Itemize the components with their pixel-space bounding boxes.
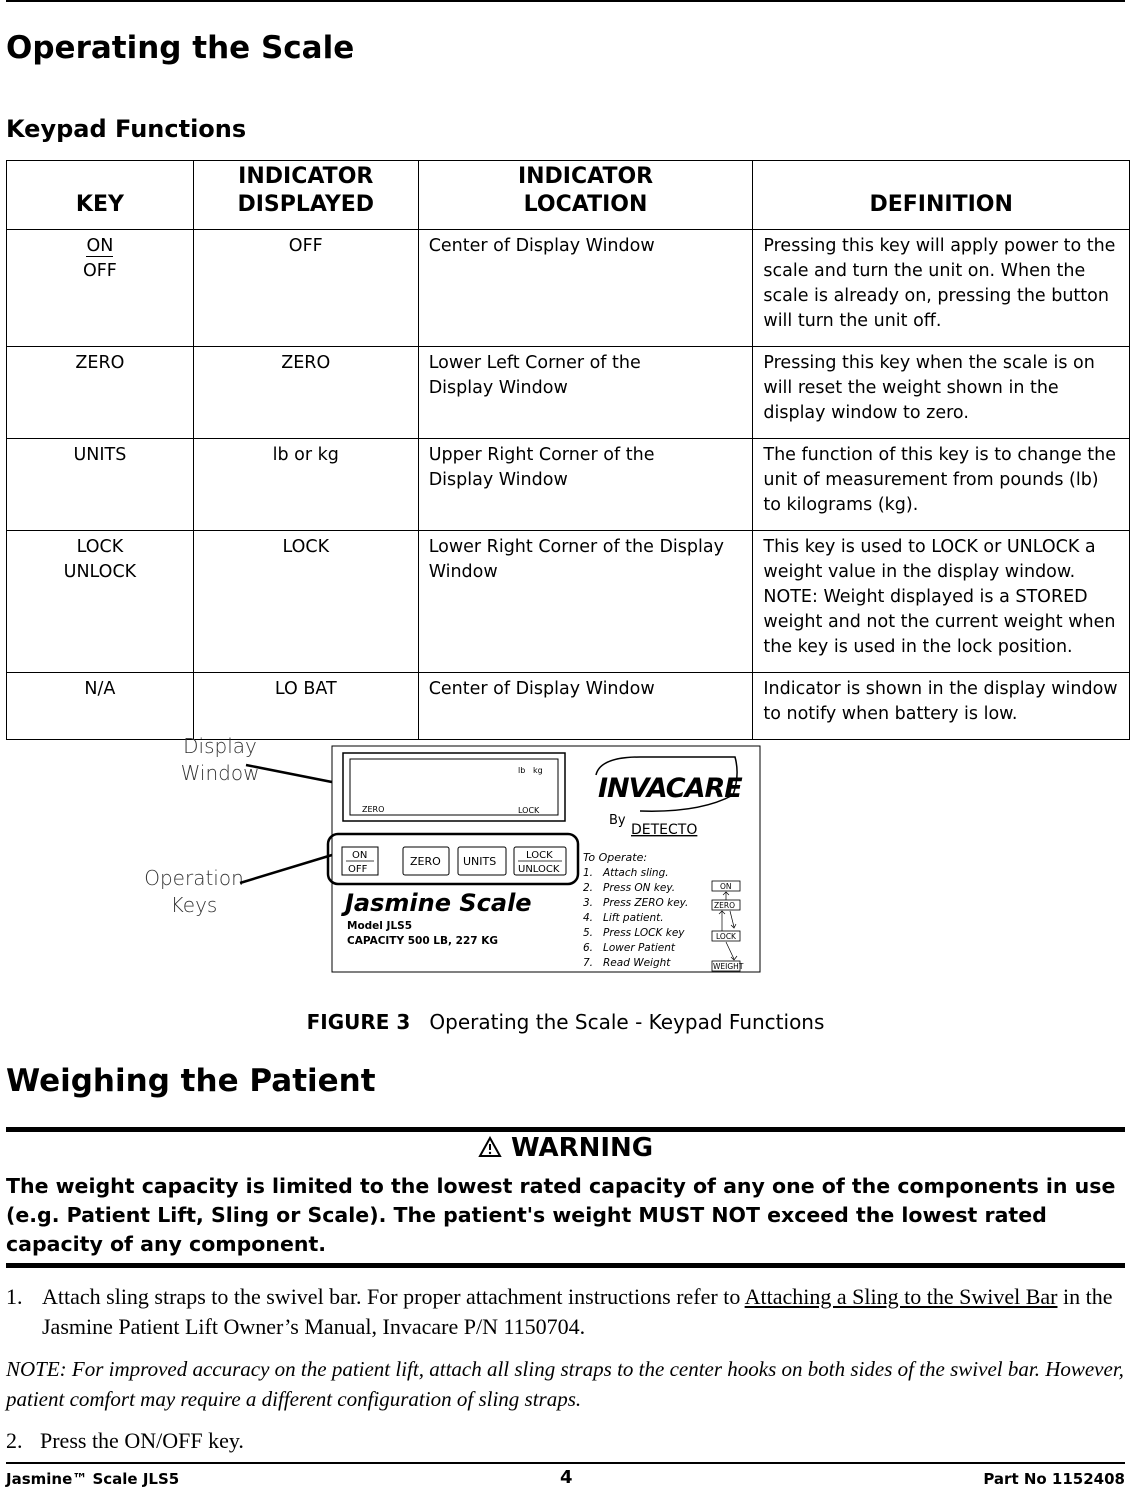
cell-location: Lower Right Corner of the Display Window	[418, 531, 753, 673]
svg-text:4.: 4.	[583, 912, 594, 924]
capacity-text: CAPACITY 500 LB, 227 KG	[347, 935, 498, 947]
table-row	[7, 439, 1130, 531]
display-lb: lb	[518, 766, 526, 775]
warning-top-rule	[6, 1127, 1125, 1132]
cell-definition: Pressing this key when the scale is on will reset the weight shown in the display window to zero.	[753, 347, 1130, 439]
step-1-tail: in the Jasmine Patient Lift Owner’s Manual, Invacare P/N 1150704.	[42, 1284, 1113, 1339]
cell-key: UNITS	[7, 439, 194, 531]
operate-step: Press ON key.	[603, 882, 676, 894]
cell-indicator: LO BAT	[193, 673, 418, 740]
svg-text:2.: 2.	[583, 882, 594, 894]
callout-line-keys	[240, 855, 332, 883]
step-2	[6, 1426, 244, 1456]
step-1	[6, 1282, 1124, 1342]
display-zero: ZERO	[362, 805, 385, 814]
flow-on: ON	[720, 882, 732, 891]
callout-operation-keys: Operation Keys	[144, 866, 244, 917]
cell-definition: The function of this key is to change the unit of measurement from pounds (lb) to kilograms (kg).	[753, 439, 1130, 531]
step-1-number: 1.	[6, 1284, 23, 1309]
cell-key: LOCK UNLOCK	[7, 531, 194, 673]
table-row	[7, 531, 1130, 673]
cell-location: Center of Display Window	[418, 673, 753, 740]
flow-zero: ZERO	[714, 901, 735, 910]
header-key: KEY	[7, 161, 194, 230]
cell-definition: Pressing this key will apply power to the scale and turn the unit on. When the scale is already on, pressing the button will turn the unit off.	[753, 230, 1130, 347]
figure-caption: FIGURE 3 Operating the Scale - Keypad Functions	[306, 1010, 825, 1034]
svg-text:7.: 7.	[583, 957, 594, 969]
warning-heading: WARNING	[0, 1133, 1131, 1163]
cell-location: Upper Right Corner of the Display Window	[418, 439, 753, 531]
note-text: NOTE: For improved accuracy on the patient lift, attach all sling straps to the center hooks on both sides of the swivel bar. However, patient comfort may require a different configuration of sling straps.	[6, 1357, 1124, 1411]
invacare-logo: INVACARE	[598, 773, 742, 804]
units-key-label: UNITS	[463, 855, 497, 868]
svg-text:3.: 3.	[583, 897, 594, 909]
footer-left: Jasmine™ Scale JLS5	[6, 1470, 180, 1488]
cell-key: ZERO	[7, 347, 194, 439]
flow-lock: LOCK	[716, 932, 736, 941]
scale-panel-figure	[0, 735, 1131, 985]
on-key-label: ON	[352, 850, 368, 861]
footer-page-number: 4	[560, 1467, 573, 1488]
display-kg: kg	[533, 766, 543, 775]
operate-step: Attach sling.	[603, 867, 669, 879]
section-heading-weighing: Weighing the Patient	[6, 1063, 376, 1099]
operate-step: Press LOCK key	[603, 927, 685, 939]
page-title: Operating the Scale	[6, 30, 355, 66]
cell-indicator: OFF	[193, 230, 418, 347]
table-row	[7, 230, 1130, 347]
step-2-text: Press the ON/OFF key.	[40, 1428, 244, 1453]
by-text: By	[609, 813, 626, 828]
table-row	[7, 347, 1130, 439]
unlock-key-label: UNLOCK	[518, 864, 560, 875]
product-name: Jasmine Scale	[345, 889, 532, 917]
cell-definition: This key is used to LOCK or UNLOCK a weight value in the display window. NOTE: Weight displayed is a STORED weight and not the current weight when the key is used in the lock position.	[753, 531, 1130, 673]
cell-location: Center of Display Window	[418, 230, 753, 347]
callout-display-window: Display Window	[180, 734, 260, 785]
header-indicator-displayed: INDICATOR DISPLAYED	[193, 161, 418, 230]
step-2-number: 2.	[6, 1428, 23, 1453]
table-row	[7, 673, 1130, 740]
header-definition: DEFINITION	[753, 161, 1130, 230]
operate-step: Press ZERO key.	[603, 897, 689, 909]
header-indicator-location: INDICATOR LOCATION	[418, 161, 753, 230]
footer-right: Part No 1152408	[983, 1470, 1125, 1488]
top-rule	[6, 0, 1125, 2]
off-key-label: OFF	[348, 864, 368, 875]
flow-weight: WEIGHT	[713, 962, 744, 971]
detecto-logo: DETECTO	[631, 822, 698, 838]
zero-key-label: ZERO	[410, 855, 441, 868]
cell-indicator: ZERO	[193, 347, 418, 439]
attaching-sling-link[interactable]: Attaching a Sling to the Swivel Bar	[744, 1284, 1058, 1309]
warning-text: The weight capacity is limited to the lowest rated capacity of any one of the components in use (e.g. Patient Lift, Sling or Scale). The patient's weight MUST NOT exceed the lowest rated capacity of any component.	[6, 1174, 1116, 1256]
operate-step: Read Weight	[603, 957, 671, 969]
cell-indicator: LOCK	[193, 531, 418, 673]
model-text: Model JLS5	[347, 920, 413, 932]
footer-rule	[6, 1462, 1125, 1464]
cell-indicator: lb or kg	[193, 439, 418, 531]
cell-key: ON OFF	[7, 230, 194, 347]
section-heading-keypad: Keypad Functions	[6, 115, 247, 143]
svg-text:5.: 5.	[583, 927, 594, 939]
cell-key: N/A	[7, 673, 194, 740]
operate-step: Lift patient.	[603, 912, 664, 924]
warning-triangle-icon	[478, 1136, 502, 1158]
display-lock: LOCK	[518, 806, 540, 815]
warning-bottom-rule	[6, 1263, 1125, 1268]
table-header-row	[7, 161, 1130, 230]
svg-text:6.: 6.	[583, 942, 594, 954]
lock-key-label: LOCK	[526, 850, 553, 861]
operate-step: Lower Patient	[603, 942, 676, 954]
svg-text:1.: 1.	[583, 867, 594, 879]
step-1-text: Attach sling straps to the swivel bar. For proper attachment instructions refer to	[42, 1284, 741, 1309]
cell-definition: Indicator is shown in the display window to notify when battery is low.	[753, 673, 1130, 740]
to-operate-heading: To Operate:	[583, 851, 648, 864]
keypad-functions-table	[6, 160, 1130, 740]
cell-location: Lower Left Corner of the Display Window	[418, 347, 753, 439]
